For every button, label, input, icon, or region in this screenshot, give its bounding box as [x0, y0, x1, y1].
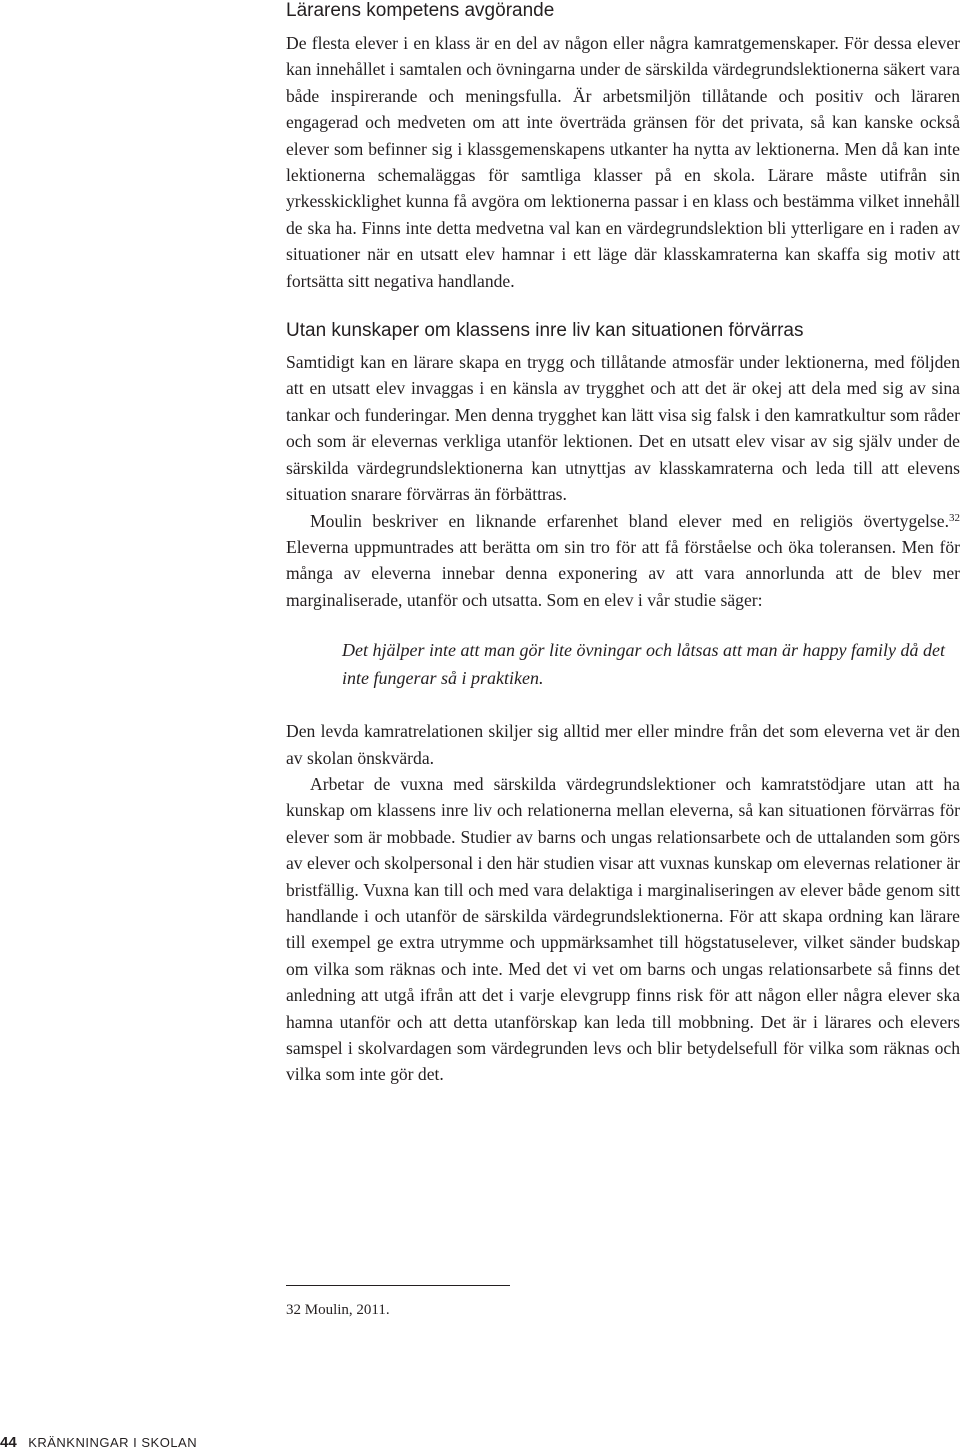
block-quote: Det hjälper inte att man gör lite övningar och låtsas att man är happy family då det inte fungerar så i praktiken.	[342, 640, 945, 689]
footnote: 32 Moulin, 2011.	[286, 1302, 390, 1318]
main-text-column	[286, 0, 960, 1088]
paragraph: Arbetar de vuxna med särskilda värdegrundslektioner och kamratstödjare utan att ha kunskap om klassens inre liv och relationerna mellan eleverna, så kan situationen förvärras för elever som är mobbade. Studier av barns och ungas relationsarbete och de uttalanden som görs av elever och skolpersonal i den här studien visar att vuxnas kunskap om elevernas relationer är bristfällig. Vuxna kan till och med vara delaktiga i marginaliseringen av elever både genom sitt handlande i och utanför de särskilda värdegrundslektionerna. För att skapa ordning kan lärare till exempel ge extra utrymme och uppmärksamhet till högstatuselever, vilket sänder budskap om vilka som räknas och inte. Med det vi vet om barns och ungas relationsarbete så finns det anledning att utgå ifrån att det i varje elevgrupp finns risk för att någon eller några elever ska hamna utanför och att detta utanförskap kan leda till mobbning. Det är i lärares och elevers samspel i skolvardagen som värdegrunden levs och blir betydelsefull för vilka som räknas och vilka som inte gör det.	[286, 773, 960, 1085]
paragraph	[286, 508, 960, 614]
page-footer	[0, 1434, 197, 1453]
paragraph-text: Eleverna uppmuntrades att berätta om sin tro för att få förståelse och öka toleransen. Men för många av eleverna innebar denna exponering av att vara annorlunda att de blev mer marginaliserade, utanför och utsatta. Som en elev i vår studie säger:	[286, 536, 960, 610]
paragraph: Den levda kamratrelationen skiljer sig alltid mer eller mindre från det som eleverna vet är den av skolan önskvärda.	[286, 721, 960, 768]
paragraph: De flesta elever i en klass är en del av någon eller några kamratgemenskaper. För dessa elever kan innehållet i samtalen och övningarna under de särskilda värdegrundslektionerna säkert vara både inspirerande och meningsfulla. Är arbetsmiljön tillåtande och positiv och läraren engagerad och medveten om att inte överträda gränsen för det privata, så kan kanske också elever som befinner sig i klassgemenskapens utkanter ha nytta av lektionerna. Men då kan inte lektionerna schemaläggas för samtliga klasser på en skola. Lärare måste utifrån sin yrkesskicklighet kunna få avgöra om lektionerna passar i en klass och bestämma vilket innehåll de ska ha. Finns inte detta medvetna val kan en värdegrundslektion bli ytterligare en i raden av situationer när en utsatt elev hamnar i ett läge där klasskamraterna kan skaffa sig motiv att fortsätta sitt negativa handlande.	[286, 33, 960, 291]
section-heading-teacher-competence: Lärarens kompetens avgörande	[286, 0, 555, 21]
page-number: 44	[0, 1434, 17, 1451]
section-heading-class-inner-life: Utan kunskaper om klassens inre liv kan situationen förvärras	[286, 320, 804, 342]
footnote-divider	[286, 1285, 510, 1286]
running-head: KRÄNKNINGAR I SKOLAN	[28, 1435, 198, 1450]
paragraph-text: Moulin beskriver en liknande erfarenhet bland elever med en religiös övertygelse.	[310, 510, 949, 531]
paragraph: Samtidigt kan en lärare skapa en trygg och tillåtande atmosfär under lektionerna, med följden att en utsatt elev invaggas i en känsla av trygghet och att det är okej att dela med sig av sina tankar och funderingar. Men denna trygghet kan lätt visa sig falsk i den kamratkultur som råder och som är elevernas verkliga utanför lektionen. Det en utsatt elev visar av sig själv under de särskilda värdegrundslektionerna kan utnyttjas av klasskamraterna och leda till att elevens situation snarare förvärras än förbättras.	[286, 352, 960, 505]
footnote-reference: 32	[949, 511, 960, 524]
